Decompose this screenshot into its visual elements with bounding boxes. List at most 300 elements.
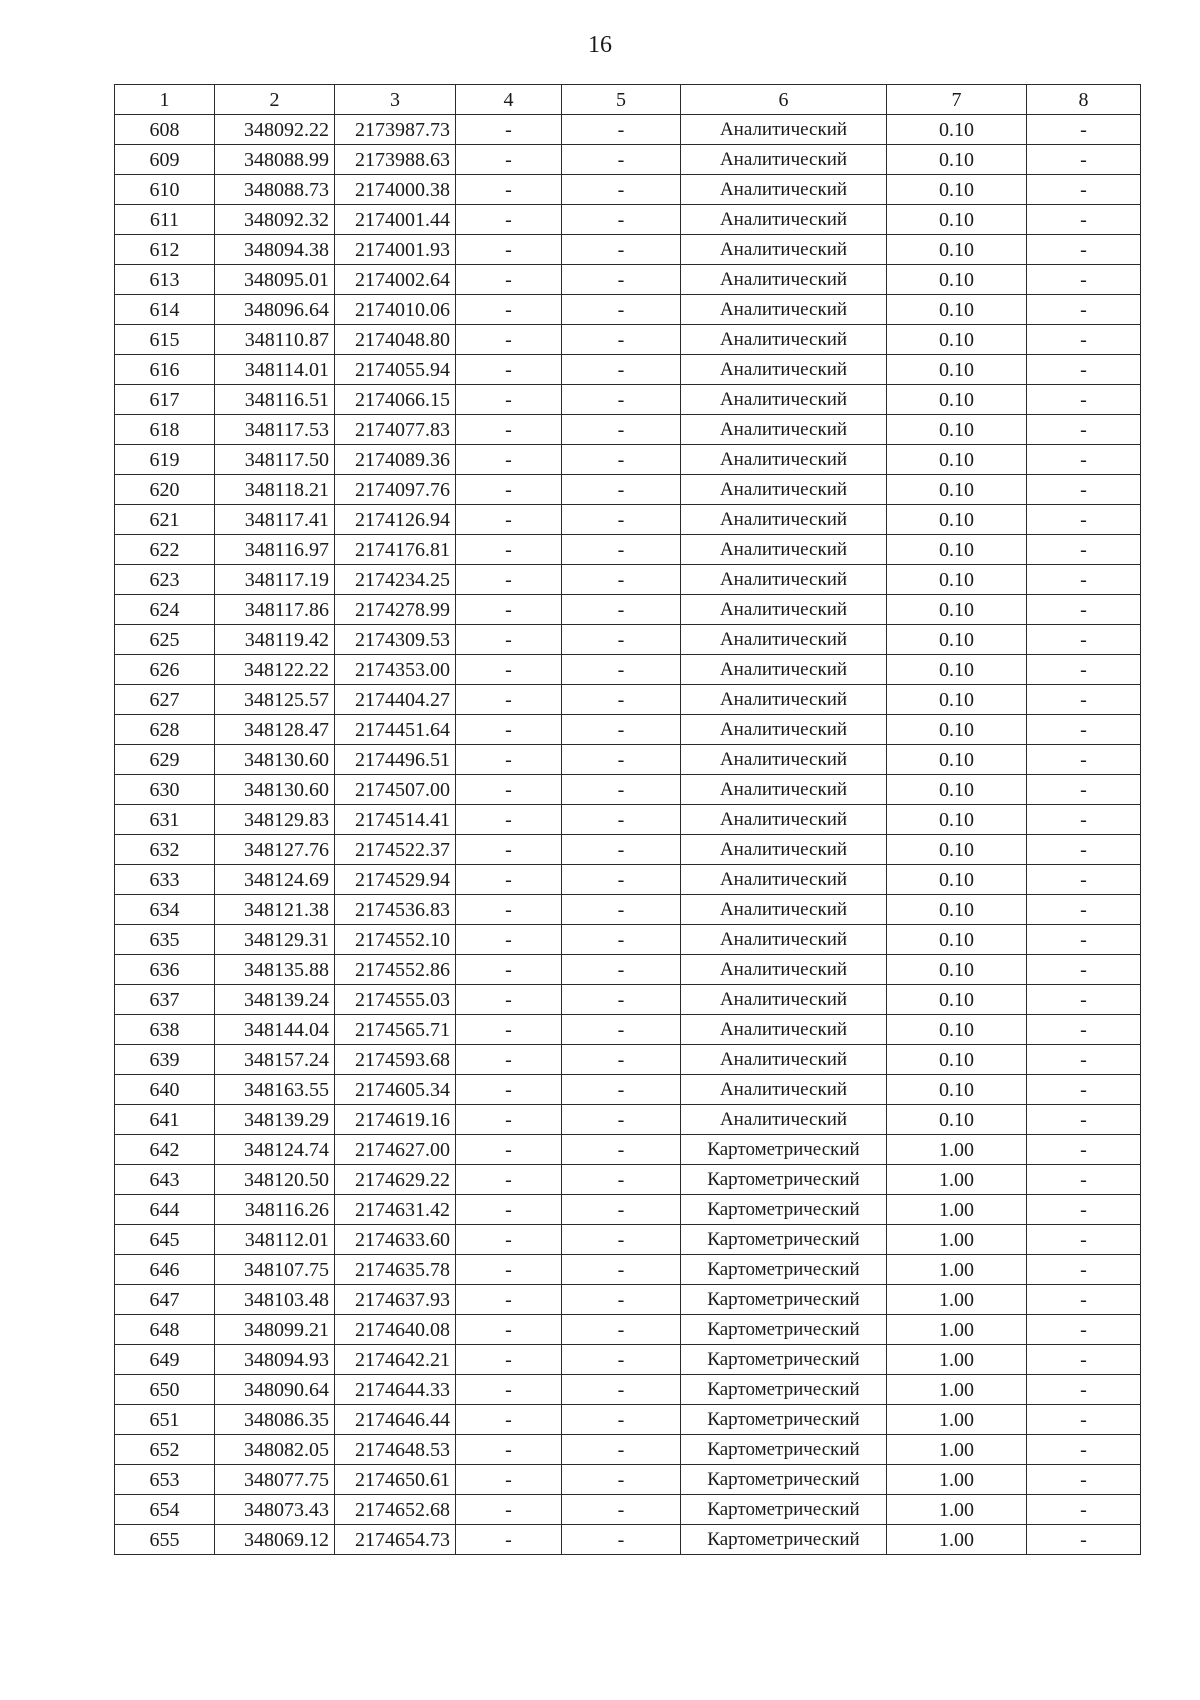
col5-cell: -: [562, 1495, 681, 1525]
column-header: 8: [1027, 85, 1141, 115]
x-coordinate-cell: 348124.74: [215, 1135, 335, 1165]
table-row: [115, 865, 1141, 895]
point-number-cell: 613: [115, 265, 215, 295]
point-number-cell: 653: [115, 1465, 215, 1495]
x-coordinate-cell: 348135.88: [215, 955, 335, 985]
point-number-cell: 640: [115, 1075, 215, 1105]
method-cell: Аналитический: [681, 175, 887, 205]
point-number-cell: 619: [115, 445, 215, 475]
col5-cell: -: [562, 205, 681, 235]
col8-cell: -: [1027, 565, 1141, 595]
accuracy-cell: 1.00: [887, 1345, 1027, 1375]
point-number-cell: 634: [115, 895, 215, 925]
col8-cell: -: [1027, 865, 1141, 895]
header-row: [115, 85, 1141, 115]
y-coordinate-cell: 2174097.76: [335, 475, 456, 505]
method-cell: Картометрический: [681, 1285, 887, 1315]
col8-cell: -: [1027, 115, 1141, 145]
col5-cell: -: [562, 805, 681, 835]
col4-cell: -: [456, 1345, 562, 1375]
x-coordinate-cell: 348117.19: [215, 565, 335, 595]
point-number-cell: 623: [115, 565, 215, 595]
col4-cell: -: [456, 1135, 562, 1165]
y-coordinate-cell: 2174055.94: [335, 355, 456, 385]
x-coordinate-cell: 348069.12: [215, 1525, 335, 1555]
x-coordinate-cell: 348129.31: [215, 925, 335, 955]
col4-cell: -: [456, 295, 562, 325]
x-coordinate-cell: 348163.55: [215, 1075, 335, 1105]
accuracy-cell: 0.10: [887, 775, 1027, 805]
method-cell: Аналитический: [681, 925, 887, 955]
accuracy-cell: 0.10: [887, 865, 1027, 895]
accuracy-cell: 0.10: [887, 745, 1027, 775]
x-coordinate-cell: 348119.42: [215, 625, 335, 655]
x-coordinate-cell: 348144.04: [215, 1015, 335, 1045]
col4-cell: -: [456, 505, 562, 535]
x-coordinate-cell: 348103.48: [215, 1285, 335, 1315]
table-row: [115, 145, 1141, 175]
col8-cell: -: [1027, 355, 1141, 385]
col8-cell: -: [1027, 1045, 1141, 1075]
table-row: [115, 1045, 1141, 1075]
method-cell: Аналитический: [681, 685, 887, 715]
method-cell: Аналитический: [681, 625, 887, 655]
col5-cell: -: [562, 1525, 681, 1555]
point-number-cell: 626: [115, 655, 215, 685]
table-row: [115, 1015, 1141, 1045]
col5-cell: -: [562, 985, 681, 1015]
point-number-cell: 630: [115, 775, 215, 805]
column-header: 7: [887, 85, 1027, 115]
table-row: [115, 1495, 1141, 1525]
x-coordinate-cell: 348116.26: [215, 1195, 335, 1225]
col8-cell: -: [1027, 445, 1141, 475]
col8-cell: -: [1027, 1015, 1141, 1045]
table-row: [115, 1225, 1141, 1255]
method-cell: Картометрический: [681, 1435, 887, 1465]
accuracy-cell: 0.10: [887, 595, 1027, 625]
point-number-cell: 616: [115, 355, 215, 385]
col4-cell: -: [456, 775, 562, 805]
table-row: [115, 955, 1141, 985]
method-cell: Картометрический: [681, 1405, 887, 1435]
table-row: [115, 925, 1141, 955]
col4-cell: -: [456, 265, 562, 295]
table-row: [115, 1075, 1141, 1105]
col4-cell: -: [456, 1435, 562, 1465]
col4-cell: -: [456, 955, 562, 985]
accuracy-cell: 0.10: [887, 805, 1027, 835]
point-number-cell: 621: [115, 505, 215, 535]
point-number-cell: 609: [115, 145, 215, 175]
col8-cell: -: [1027, 1375, 1141, 1405]
col8-cell: -: [1027, 1075, 1141, 1105]
point-number-cell: 624: [115, 595, 215, 625]
col5-cell: -: [562, 1375, 681, 1405]
column-header: 4: [456, 85, 562, 115]
method-cell: Аналитический: [681, 1045, 887, 1075]
col4-cell: -: [456, 1495, 562, 1525]
col8-cell: -: [1027, 145, 1141, 175]
col8-cell: -: [1027, 295, 1141, 325]
col8-cell: -: [1027, 1105, 1141, 1135]
point-number-cell: 633: [115, 865, 215, 895]
col4-cell: -: [456, 1375, 562, 1405]
y-coordinate-cell: 2174644.33: [335, 1375, 456, 1405]
table-row: [115, 175, 1141, 205]
accuracy-cell: 0.10: [887, 895, 1027, 925]
col5-cell: -: [562, 325, 681, 355]
y-coordinate-cell: 2174627.00: [335, 1135, 456, 1165]
x-coordinate-cell: 348117.86: [215, 595, 335, 625]
col8-cell: -: [1027, 505, 1141, 535]
col5-cell: -: [562, 235, 681, 265]
accuracy-cell: 1.00: [887, 1255, 1027, 1285]
table-row: [115, 625, 1141, 655]
y-coordinate-cell: 2174619.16: [335, 1105, 456, 1135]
col5-cell: -: [562, 1225, 681, 1255]
table-row: [115, 1195, 1141, 1225]
method-cell: Аналитический: [681, 745, 887, 775]
col5-cell: -: [562, 595, 681, 625]
col4-cell: -: [456, 1525, 562, 1555]
point-number-cell: 645: [115, 1225, 215, 1255]
method-cell: Аналитический: [681, 1075, 887, 1105]
point-number-cell: 612: [115, 235, 215, 265]
point-number-cell: 651: [115, 1405, 215, 1435]
accuracy-cell: 0.10: [887, 175, 1027, 205]
x-coordinate-cell: 348128.47: [215, 715, 335, 745]
col8-cell: -: [1027, 1285, 1141, 1315]
accuracy-cell: 1.00: [887, 1165, 1027, 1195]
accuracy-cell: 0.10: [887, 985, 1027, 1015]
accuracy-cell: 1.00: [887, 1435, 1027, 1465]
table-row: [115, 595, 1141, 625]
table-row: [115, 775, 1141, 805]
col5-cell: -: [562, 535, 681, 565]
y-coordinate-cell: 2174176.81: [335, 535, 456, 565]
col8-cell: -: [1027, 1255, 1141, 1285]
col5-cell: -: [562, 415, 681, 445]
col5-cell: -: [562, 565, 681, 595]
accuracy-cell: 0.10: [887, 625, 1027, 655]
method-cell: Аналитический: [681, 655, 887, 685]
x-coordinate-cell: 348092.32: [215, 205, 335, 235]
col4-cell: -: [456, 1285, 562, 1315]
table-row: [115, 985, 1141, 1015]
table-row: [115, 235, 1141, 265]
method-cell: Картометрический: [681, 1345, 887, 1375]
table-row: [115, 505, 1141, 535]
method-cell: Аналитический: [681, 445, 887, 475]
table-row: [115, 655, 1141, 685]
method-cell: Картометрический: [681, 1495, 887, 1525]
col4-cell: -: [456, 1255, 562, 1285]
col5-cell: -: [562, 1135, 681, 1165]
accuracy-cell: 1.00: [887, 1225, 1027, 1255]
table-row: [115, 445, 1141, 475]
method-cell: Аналитический: [681, 715, 887, 745]
point-number-cell: 655: [115, 1525, 215, 1555]
x-coordinate-cell: 348116.97: [215, 535, 335, 565]
point-number-cell: 644: [115, 1195, 215, 1225]
table-row: [115, 1105, 1141, 1135]
col4-cell: -: [456, 1225, 562, 1255]
accuracy-cell: 0.10: [887, 415, 1027, 445]
col5-cell: -: [562, 1255, 681, 1285]
y-coordinate-cell: 2174555.03: [335, 985, 456, 1015]
method-cell: Аналитический: [681, 385, 887, 415]
y-coordinate-cell: 2174536.83: [335, 895, 456, 925]
y-coordinate-cell: 2174637.93: [335, 1285, 456, 1315]
x-coordinate-cell: 348130.60: [215, 745, 335, 775]
x-coordinate-cell: 348110.87: [215, 325, 335, 355]
method-cell: Аналитический: [681, 535, 887, 565]
x-coordinate-cell: 348088.73: [215, 175, 335, 205]
col4-cell: -: [456, 865, 562, 895]
table-row: [115, 1315, 1141, 1345]
col8-cell: -: [1027, 1225, 1141, 1255]
col5-cell: -: [562, 1105, 681, 1135]
column-header: 6: [681, 85, 887, 115]
table-header: [115, 85, 1141, 115]
column-header: 2: [215, 85, 335, 115]
method-cell: Аналитический: [681, 505, 887, 535]
y-coordinate-cell: 2174514.41: [335, 805, 456, 835]
method-cell: Картометрический: [681, 1465, 887, 1495]
method-cell: Картометрический: [681, 1375, 887, 1405]
col5-cell: -: [562, 955, 681, 985]
col5-cell: -: [562, 445, 681, 475]
x-coordinate-cell: 348139.29: [215, 1105, 335, 1135]
method-cell: Аналитический: [681, 1105, 887, 1135]
col8-cell: -: [1027, 775, 1141, 805]
point-number-cell: 650: [115, 1375, 215, 1405]
accuracy-cell: 0.10: [887, 925, 1027, 955]
coordinates-table: [114, 84, 1141, 1555]
y-coordinate-cell: 2174048.80: [335, 325, 456, 355]
col4-cell: -: [456, 1045, 562, 1075]
method-cell: Аналитический: [681, 955, 887, 985]
table-row: [115, 265, 1141, 295]
col4-cell: -: [456, 355, 562, 385]
x-coordinate-cell: 348117.50: [215, 445, 335, 475]
method-cell: Аналитический: [681, 895, 887, 925]
y-coordinate-cell: 2174648.53: [335, 1435, 456, 1465]
x-coordinate-cell: 348157.24: [215, 1045, 335, 1075]
method-cell: Аналитический: [681, 1015, 887, 1045]
y-coordinate-cell: 2174278.99: [335, 595, 456, 625]
col5-cell: -: [562, 1345, 681, 1375]
accuracy-cell: 0.10: [887, 715, 1027, 745]
col5-cell: -: [562, 175, 681, 205]
accuracy-cell: 0.10: [887, 145, 1027, 175]
method-cell: Аналитический: [681, 595, 887, 625]
col4-cell: -: [456, 475, 562, 505]
col4-cell: -: [456, 985, 562, 1015]
col5-cell: -: [562, 745, 681, 775]
accuracy-cell: 1.00: [887, 1315, 1027, 1345]
x-coordinate-cell: 348099.21: [215, 1315, 335, 1345]
col8-cell: -: [1027, 1525, 1141, 1555]
accuracy-cell: 0.10: [887, 385, 1027, 415]
accuracy-cell: 0.10: [887, 835, 1027, 865]
method-cell: Аналитический: [681, 805, 887, 835]
method-cell: Аналитический: [681, 775, 887, 805]
point-number-cell: 615: [115, 325, 215, 355]
x-coordinate-cell: 348114.01: [215, 355, 335, 385]
point-number-cell: 620: [115, 475, 215, 505]
col8-cell: -: [1027, 985, 1141, 1015]
accuracy-cell: 0.10: [887, 1045, 1027, 1075]
method-cell: Аналитический: [681, 325, 887, 355]
point-number-cell: 639: [115, 1045, 215, 1075]
col8-cell: -: [1027, 1435, 1141, 1465]
point-number-cell: 610: [115, 175, 215, 205]
y-coordinate-cell: 2174646.44: [335, 1405, 456, 1435]
table-row: [115, 1525, 1141, 1555]
y-coordinate-cell: 2174077.83: [335, 415, 456, 445]
col4-cell: -: [456, 1195, 562, 1225]
col8-cell: -: [1027, 1345, 1141, 1375]
x-coordinate-cell: 348082.05: [215, 1435, 335, 1465]
point-number-cell: 643: [115, 1165, 215, 1195]
point-number-cell: 635: [115, 925, 215, 955]
method-cell: Картометрический: [681, 1525, 887, 1555]
x-coordinate-cell: 348112.01: [215, 1225, 335, 1255]
col8-cell: -: [1027, 805, 1141, 835]
col5-cell: -: [562, 385, 681, 415]
y-coordinate-cell: 2174593.68: [335, 1045, 456, 1075]
table-row: [115, 115, 1141, 145]
x-coordinate-cell: 348127.76: [215, 835, 335, 865]
col8-cell: -: [1027, 595, 1141, 625]
accuracy-cell: 0.10: [887, 505, 1027, 535]
col5-cell: -: [562, 625, 681, 655]
table-row: [115, 1345, 1141, 1375]
y-coordinate-cell: 2174650.61: [335, 1465, 456, 1495]
table-row: [115, 385, 1141, 415]
accuracy-cell: 0.10: [887, 655, 1027, 685]
accuracy-cell: 1.00: [887, 1495, 1027, 1525]
table-row: [115, 295, 1141, 325]
method-cell: Аналитический: [681, 985, 887, 1015]
col8-cell: -: [1027, 1315, 1141, 1345]
col8-cell: -: [1027, 1165, 1141, 1195]
x-coordinate-cell: 348094.93: [215, 1345, 335, 1375]
col4-cell: -: [456, 1315, 562, 1345]
method-cell: Картометрический: [681, 1135, 887, 1165]
table-row: [115, 1135, 1141, 1165]
x-coordinate-cell: 348088.99: [215, 145, 335, 175]
point-number-cell: 625: [115, 625, 215, 655]
method-cell: Аналитический: [681, 145, 887, 175]
x-coordinate-cell: 348139.24: [215, 985, 335, 1015]
y-coordinate-cell: 2174654.73: [335, 1525, 456, 1555]
accuracy-cell: 0.10: [887, 685, 1027, 715]
col8-cell: -: [1027, 475, 1141, 505]
point-number-cell: 642: [115, 1135, 215, 1165]
accuracy-cell: 0.10: [887, 325, 1027, 355]
accuracy-cell: 1.00: [887, 1525, 1027, 1555]
table-row: [115, 745, 1141, 775]
x-coordinate-cell: 348117.41: [215, 505, 335, 535]
method-cell: Аналитический: [681, 115, 887, 145]
col4-cell: -: [456, 535, 562, 565]
col4-cell: -: [456, 805, 562, 835]
y-coordinate-cell: 2174309.53: [335, 625, 456, 655]
col8-cell: -: [1027, 175, 1141, 205]
x-coordinate-cell: 348122.22: [215, 655, 335, 685]
col5-cell: -: [562, 475, 681, 505]
y-coordinate-cell: 2174652.68: [335, 1495, 456, 1525]
x-coordinate-cell: 348124.69: [215, 865, 335, 895]
x-coordinate-cell: 348073.43: [215, 1495, 335, 1525]
point-number-cell: 654: [115, 1495, 215, 1525]
col8-cell: -: [1027, 205, 1141, 235]
col5-cell: -: [562, 1045, 681, 1075]
method-cell: Аналитический: [681, 835, 887, 865]
y-coordinate-cell: 2174552.10: [335, 925, 456, 955]
col8-cell: -: [1027, 385, 1141, 415]
col4-cell: -: [456, 1465, 562, 1495]
col4-cell: -: [456, 835, 562, 865]
col4-cell: -: [456, 685, 562, 715]
point-number-cell: 628: [115, 715, 215, 745]
accuracy-cell: 0.10: [887, 1015, 1027, 1045]
y-coordinate-cell: 2174001.44: [335, 205, 456, 235]
x-coordinate-cell: 348094.38: [215, 235, 335, 265]
accuracy-cell: 0.10: [887, 235, 1027, 265]
method-cell: Аналитический: [681, 295, 887, 325]
col5-cell: -: [562, 685, 681, 715]
y-coordinate-cell: 2174631.42: [335, 1195, 456, 1225]
method-cell: Аналитический: [681, 415, 887, 445]
col5-cell: -: [562, 865, 681, 895]
table-row: [115, 535, 1141, 565]
col8-cell: -: [1027, 1195, 1141, 1225]
col5-cell: -: [562, 355, 681, 385]
col5-cell: -: [562, 1165, 681, 1195]
col5-cell: -: [562, 1015, 681, 1045]
table-row: [115, 1375, 1141, 1405]
method-cell: Аналитический: [681, 865, 887, 895]
accuracy-cell: 0.10: [887, 565, 1027, 595]
col4-cell: -: [456, 595, 562, 625]
x-coordinate-cell: 348129.83: [215, 805, 335, 835]
table-row: [115, 685, 1141, 715]
y-coordinate-cell: 2173987.73: [335, 115, 456, 145]
col5-cell: -: [562, 1285, 681, 1315]
column-header: 1: [115, 85, 215, 115]
table-row: [115, 1285, 1141, 1315]
accuracy-cell: 0.10: [887, 205, 1027, 235]
col5-cell: -: [562, 505, 681, 535]
point-number-cell: 608: [115, 115, 215, 145]
table-row: [115, 835, 1141, 865]
x-coordinate-cell: 348117.53: [215, 415, 335, 445]
col5-cell: -: [562, 115, 681, 145]
col5-cell: -: [562, 895, 681, 925]
y-coordinate-cell: 2174126.94: [335, 505, 456, 535]
point-number-cell: 641: [115, 1105, 215, 1135]
col8-cell: -: [1027, 685, 1141, 715]
col8-cell: -: [1027, 235, 1141, 265]
col4-cell: -: [456, 1075, 562, 1105]
point-number-cell: 631: [115, 805, 215, 835]
col4-cell: -: [456, 625, 562, 655]
method-cell: Аналитический: [681, 235, 887, 265]
